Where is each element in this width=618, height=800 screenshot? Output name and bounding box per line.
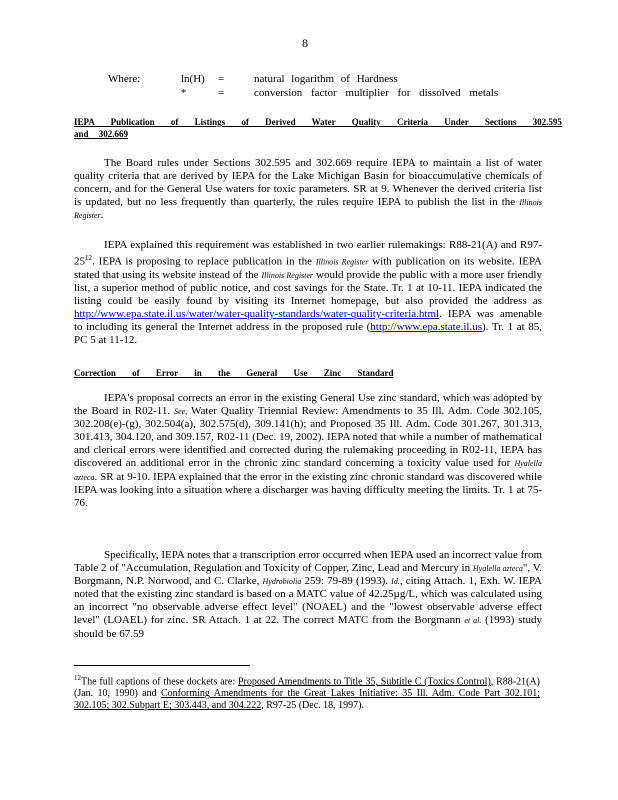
italic-text: Illinois Register	[74, 198, 542, 221]
section-heading: IEPA Publication of Listings of Derived Water Quality Criteria Under Sections 302.595	[74, 117, 562, 127]
where-term: *	[181, 87, 187, 99]
website-link[interactable]: http://www.epa.state.il.us/water/water-quality-standards/water-quality-criteria.html	[74, 308, 440, 321]
where-definition: conversion factor multiplier for dissolved metals	[254, 87, 499, 99]
homepage-link[interactable]: http://www.epa.state.il.us	[370, 321, 483, 334]
section-heading: Correction of Error in the General Use Zinc Standard	[74, 368, 394, 378]
section-heading-continued: and 302.669	[74, 129, 129, 139]
where-equals: =	[218, 87, 225, 99]
footnote: $^{12}$The full captions of these dockets are: Proposed Amendments to Title 35, Subtitle C (Toxics Control), R88-21(A) (Jan. 10, 1990) and Conforming Amendments for the Great Lakes Initiative: 35 Ill. Adm. Code Part 302.101; 302.105; 302.Subpart E; 303.443, and 304.222, R97-25 (Dec. 18, 1997).	[74, 674, 541, 712]
page-number: 8	[302, 36, 308, 50]
paragraph: IEPA's proposal corrects an error in the existing General Use zinc standard, which was adopted by the Board in R02-11. See, Water Quality Triennial Review: Amendments to 35 Ill. Adm. Code 302.105, 302.208(e)-(g), 302.504(a), 302.575(d), 309.141(h); and Proposed 35 Ill. Adm. Code 301.267, 301.313, 301.413, 304.120, and 309.157, R02-11 (Dec. 19, 2002). IEPA noted that while a number of mathematical and clerical errors were identified and corrected during the rulemaking proceeding in R02-11, IEPA has discovered an additional error in the chronic zinc standard concerning a toxicity value used for Hyalella azteca. SR at 9-10. IEPA explained that the error in the existing zinc chronic standard was discovered while IEPA was looking into a situation where a discharger was having difficulty meeting the limits. Tr. 1 at 75-76.	[74, 392, 543, 509]
where-term: ln(H)	[181, 73, 205, 85]
footnote-separator	[74, 665, 250, 666]
footnote-reference: 12	[85, 254, 92, 263]
where-label: Where:	[108, 73, 141, 85]
paragraph: Specifically, IEPA notes that a transcription error occurred when IEPA used an incorrect value from Table 2 of "Accumulation, Regulation and Toxicity of Copper, Zinc, Lead and Mercury in Hyalella azteca", V. Borgmann, N.P. Norwood, and C. Clarke, Hydrobiolia 259: 79-89 (1993). Id., citing Attach. 1, Exh. W. IEPA noted that the existing zinc standard is based on a MATC value of 42.25µg/L, which was calculated using an incorrect "no observable adverse effect level" (NOAEL) and the "lowest observable adverse effect level" (LOAEL) for zinc. SR Attach. 1 at 22. The correct MATC from the Borgmann et al. (1993) study should be 67.59	[74, 549, 543, 640]
where-definition: natural logarithm of Hardness	[254, 73, 398, 85]
paragraph: IEPA explained this requirement was established in two earlier rulemakings: R88-21(A) and $R97-25^{12}$. IEPA is proposing to replace publication in the Illinois Register with publication on its website. IEPA stated that using its website instead of the Illinois Register would provide the public with a more user friendly list, a superior method of public notice, and cost savings for the State. Tr. 1 at 10-11. IEPA indicated the listing could be easily found by visiting its Internet homepage, but also provided the address as http://www.epa.state.il.us/water/water-quality-standards/water-quality-criteria.html. IEPA was amenable to including its general the Internet address in the proposed rule (http://www.epa.state.il.us). Tr. 1 at 85, PC 5 at 11-12.	[74, 239, 543, 347]
where-equals: =	[218, 73, 225, 85]
paragraph: The Board rules under Sections 302.595 and 302.669 require IEPA to maintain a list of water quality criteria that are derived by IEPA for the Lake Michigan Basin for bioaccumulative chemicals of concern, and for the General Use waters for toxic parameters. SR at 9. Whenever the derived criteria list is updated, but no less frequently than quarterly, the rules require IEPA to publish the list in the Illinois Register.	[74, 157, 542, 222]
footnote-number: 12	[74, 674, 81, 682]
